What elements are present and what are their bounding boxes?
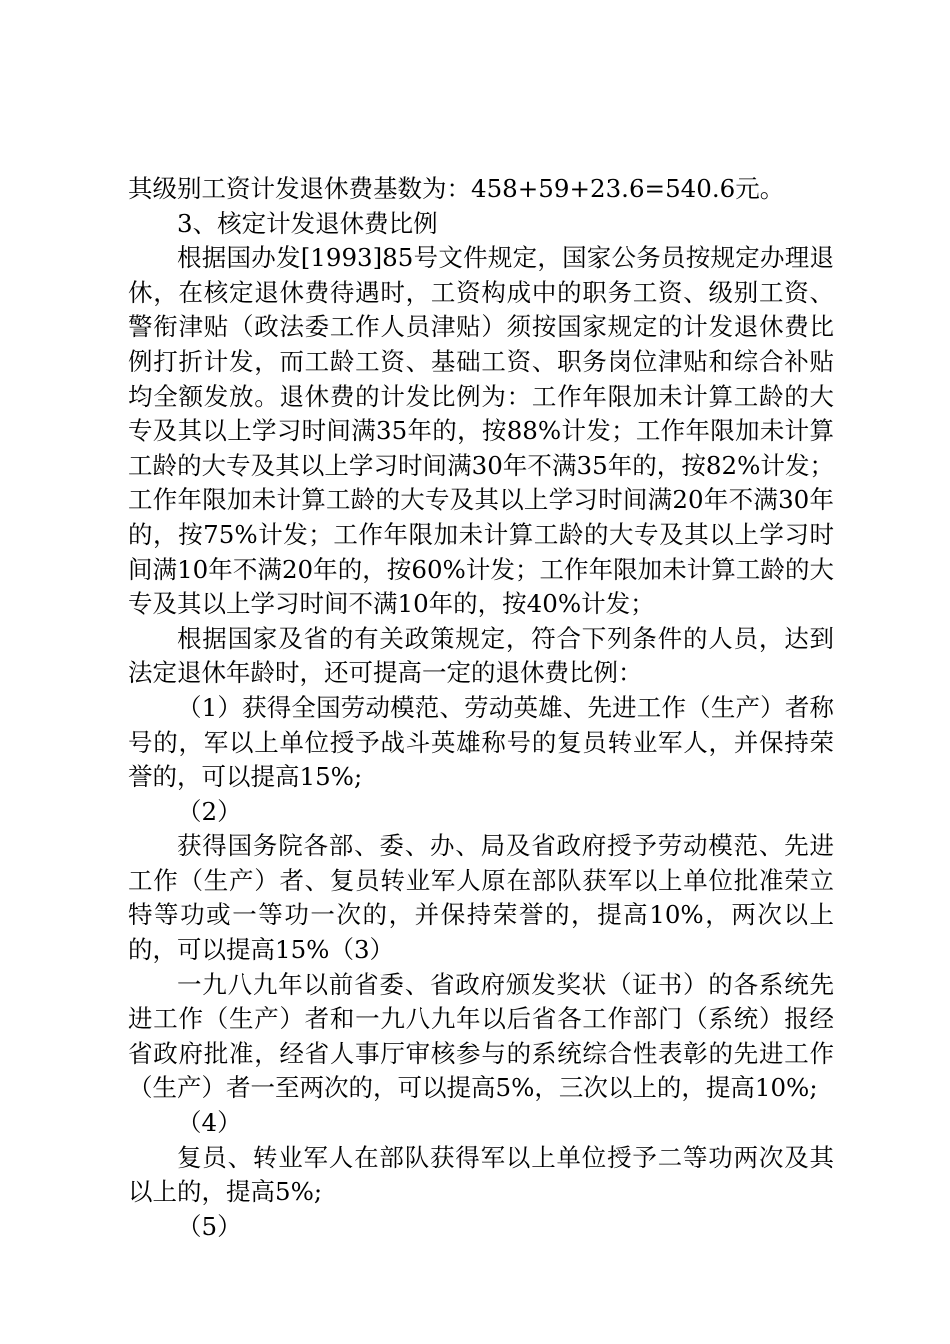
list-item-1: （1）获得全国劳动模范、劳动英雄、先进工作（生产）者称号的，军以上单位授予战斗英雄称号的复员转业军人，并保持荣誉的，可以提高15%; — [128, 692, 834, 792]
list-item-3: 一九八九年以前省委、省政府颁发奖状（证书）的各系统先进工作（生产）者和一九八九年以后省各工作部门（系统）报经省政府批准，经省人事厅审核参与的系统综合性表彰的先进工作（生产）者一至两次的，可以提高5%，三次以上的，提高10%; — [128, 969, 834, 1103]
list-item-2-marker: （2） — [177, 796, 242, 826]
list-item-5-marker: （5） — [177, 1211, 242, 1241]
section-heading-ratio: 3、核定计发退休费比例 — [177, 208, 438, 238]
paragraph-base-amount: 其级别工资计发退休费基数为：458+59+23.6=540.6元。 — [128, 174, 785, 203]
paragraph-raise-conditions: 根据国家及省的有关政策规定，符合下列条件的人员，达到法定退休年龄时，还可提高一定的退休费比例： — [128, 623, 834, 688]
document-body — [128, 172, 834, 1244]
list-item-2: 获得国务院各部、委、办、局及省政府授予劳动模范、先进工作（生产）者、复员转业军人原在部队获军以上单位批准荣立特等功或一等功一次的，并保持荣誉的，提高10%，两次以上的，可以提高15%（3） — [128, 831, 834, 965]
list-item-4-marker: （4） — [177, 1108, 242, 1138]
list-item-4: 复员、转业军人在部队获得军以上单位授予二等功两次及其以上的，提高5%; — [128, 1142, 834, 1207]
paragraph-ratio-rules: 根据国办发[1993]85号文件规定，国家公务员按规定办理退休，在核定退休费待遇时，工资构成中的职务工资、级别工资、警衔津贴（政法委工作人员津贴）须按国家规定的计发退休费比例打折计发，而工龄工资、基础工资、职务岗位津贴和综合补贴均全额发放。退休费的计发比例为：工作年限加未计算工龄的大专及其以上学习时间满35年的，按88%计发；工作年限加未计算工龄的大专及其以上学习时间满30年不满35年的，按82%计发；工作年限加未计算工龄的大专及其以上学习时间满20年不满30年的，按75%计发；工作年限加未计算工龄的大专及其以上学习时间满10年不满20年的，按60%计发；工作年限加未计算工龄的大专及其以上学习时间不满10年的，按40%计发； — [128, 243, 834, 619]
